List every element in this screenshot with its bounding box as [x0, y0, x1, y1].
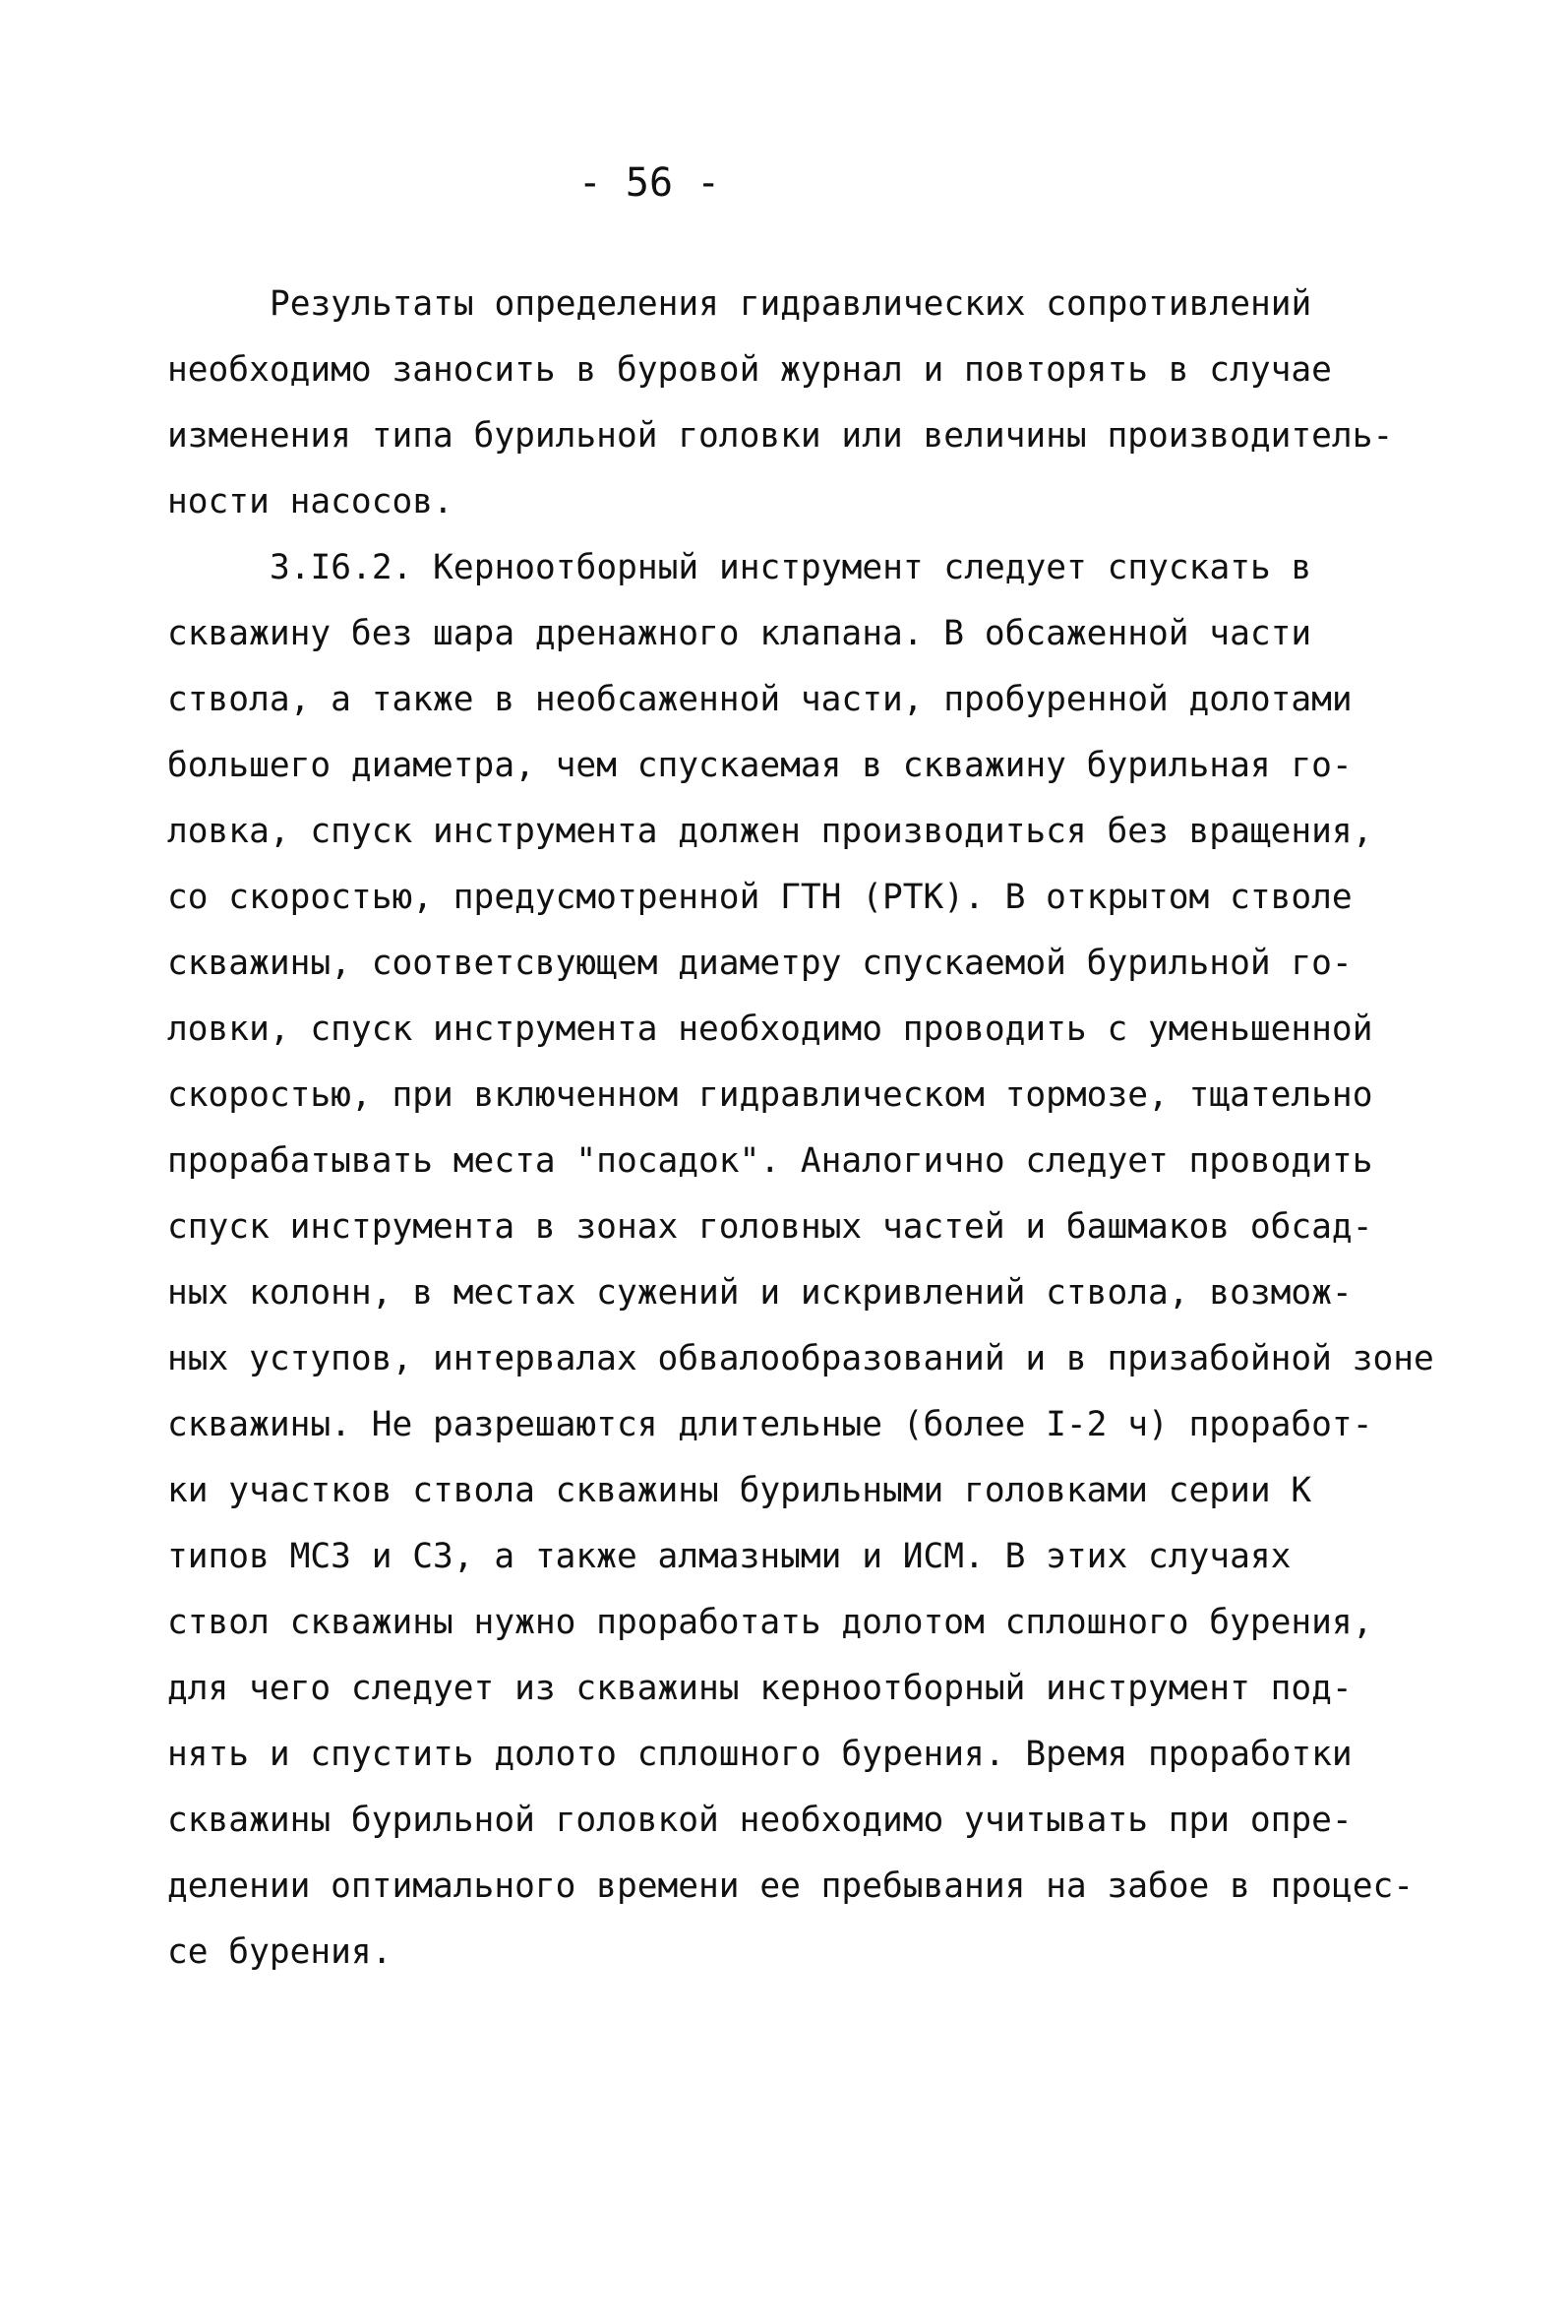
text-line: прорабатывать места "посадок". Аналогично следует проводить — [167, 1141, 1373, 1181]
text-line: ных уступов, интервалах обвалообразований и в призабойной зоне — [167, 1339, 1434, 1378]
text-line: скважины бурильной головкой необходимо учитывать при опре- — [167, 1801, 1353, 1840]
text-line: ствол скважины нужно проработать долотом сплошного бурения, — [167, 1603, 1373, 1642]
text-line: скоростью, при включенном гидравлическом тормозе, тщательно — [167, 1075, 1373, 1115]
text-line: ловки, спуск инструмента необходимо проводить с уменьшенной — [167, 1009, 1373, 1049]
text-line: делении оптимального времени ее пребывания на забое в процес- — [167, 1866, 1415, 1906]
text-line: ки участков ствола скважины бурильными головками серии К — [167, 1471, 1312, 1510]
text-line: для чего следует из скважины керноотборный инструмент под- — [167, 1669, 1353, 1708]
text-line: необходимо заносить в буровой журнал и повторять в случае — [167, 350, 1332, 390]
text-line: ных колонн, в местах сужений и искривлений ствола, возмож- — [167, 1273, 1353, 1313]
text-line: типов МСЗ и СЗ, а также алмазными и ИСМ. В этих случаях — [167, 1537, 1292, 1576]
text-line: большего диаметра, чем спускаемая в скважину бурильная го- — [167, 746, 1353, 785]
text-line: нять и спустить долото сплошного бурения. Время проработки — [167, 1735, 1353, 1774]
text-line: 3.I6.2. Керноотборный инструмент следует спускать в — [270, 548, 1312, 587]
text-line: се бурения. — [167, 1932, 392, 1972]
text-line: Результаты определения гидравлических сопротивлений — [270, 284, 1312, 324]
text-line: ствола, а также в необсаженной части, пробуренной долотами — [167, 680, 1353, 719]
page-number: - 56 - — [577, 160, 721, 206]
text-line: со скоростью, предусмотренной ГТН (РТК). В открытом стволе — [167, 878, 1353, 917]
text-line: скважины. Не разрешаются длительные (более I-2 ч) проработ- — [167, 1405, 1373, 1444]
text-line: спуск инструмента в зонах головных частей и башмаков обсад- — [167, 1207, 1373, 1247]
body-text — [167, 272, 1476, 1986]
text-line: изменения типа бурильной головки или величины производитель- — [167, 416, 1394, 456]
text-line: скважину без шара дренажного клапана. В обсаженной части — [167, 614, 1312, 653]
text-line: ности насосов. — [167, 482, 453, 521]
text-line: скважины, соответсвующем диаметру спускаемой бурильной го- — [167, 944, 1353, 983]
text-line: ловка, спуск инструмента должен производиться без вращения, — [167, 812, 1373, 851]
